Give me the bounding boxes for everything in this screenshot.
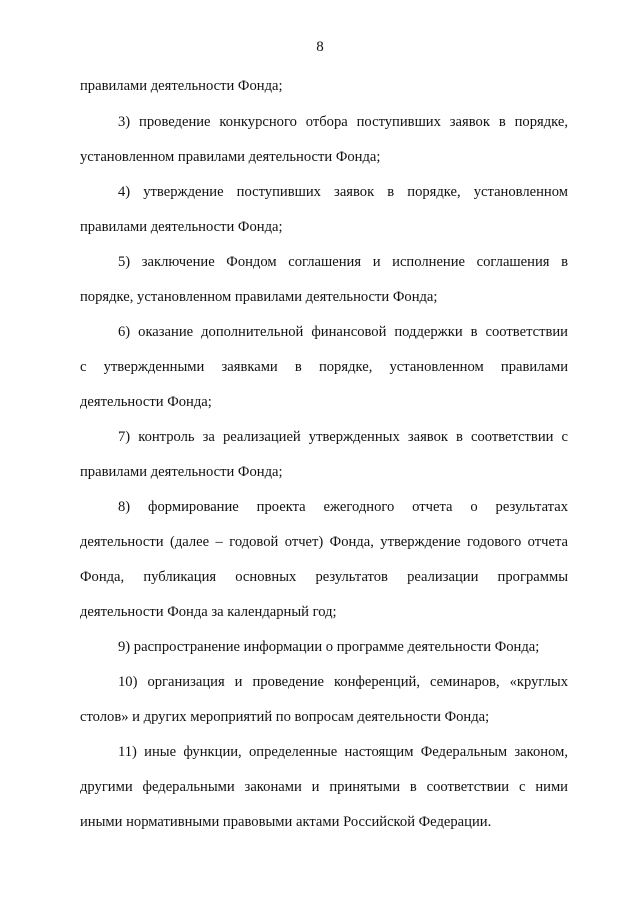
list-item-4-line: 4) утверждение поступивших заявок в порядке, установленном bbox=[118, 184, 568, 200]
text-line: иными нормативными правовыми актами Российской Федерации. bbox=[80, 814, 492, 830]
list-item-7-line: 7) контроль за реализацией утвержденных заявок в соответствии с bbox=[118, 429, 568, 445]
text-line: деятельности Фонда; bbox=[80, 394, 212, 410]
list-item-9-line: 9) распространение информации о программе деятельности Фонда; bbox=[118, 639, 540, 655]
text-line: установленном правилами деятельности Фонда; bbox=[80, 149, 381, 165]
text-line: Фонда, публикация основных результатов реализации программы bbox=[80, 569, 568, 585]
list-item-6-line: 6) оказание дополнительной финансовой поддержки в соответствии bbox=[118, 324, 568, 340]
text-line: правилами деятельности Фонда; bbox=[80, 78, 283, 94]
text-line: деятельности Фонда за календарный год; bbox=[80, 604, 337, 620]
page-number: 8 bbox=[316, 39, 324, 55]
text-line: правилами деятельности Фонда; bbox=[80, 219, 283, 235]
text-line: деятельности (далее – годовой отчет) Фонда, утверждение годового отчета bbox=[80, 534, 568, 550]
list-item-11-line: 11) иные функции, определенные настоящим Федеральным законом, bbox=[118, 744, 568, 760]
text-line: порядке, установленном правилами деятельности Фонда; bbox=[80, 289, 438, 305]
text-line: столов» и других мероприятий по вопросам деятельности Фонда; bbox=[80, 709, 490, 725]
text-line: другими федеральными законами и принятыми в соответствии с ними bbox=[80, 779, 568, 795]
text-line: с утвержденными заявками в порядке, установленном правилами bbox=[80, 359, 568, 375]
text-line: правилами деятельности Фонда; bbox=[80, 464, 283, 480]
list-item-8-line: 8) формирование проекта ежегодного отчета о результатах bbox=[118, 499, 568, 515]
list-item-3-line: 3) проведение конкурсного отбора поступивших заявок в порядке, bbox=[118, 114, 568, 130]
list-item-5-line: 5) заключение Фондом соглашения и исполнение соглашения в bbox=[118, 254, 568, 270]
list-item-10-line: 10) организация и проведение конференций, семинаров, «круглых bbox=[118, 674, 568, 690]
